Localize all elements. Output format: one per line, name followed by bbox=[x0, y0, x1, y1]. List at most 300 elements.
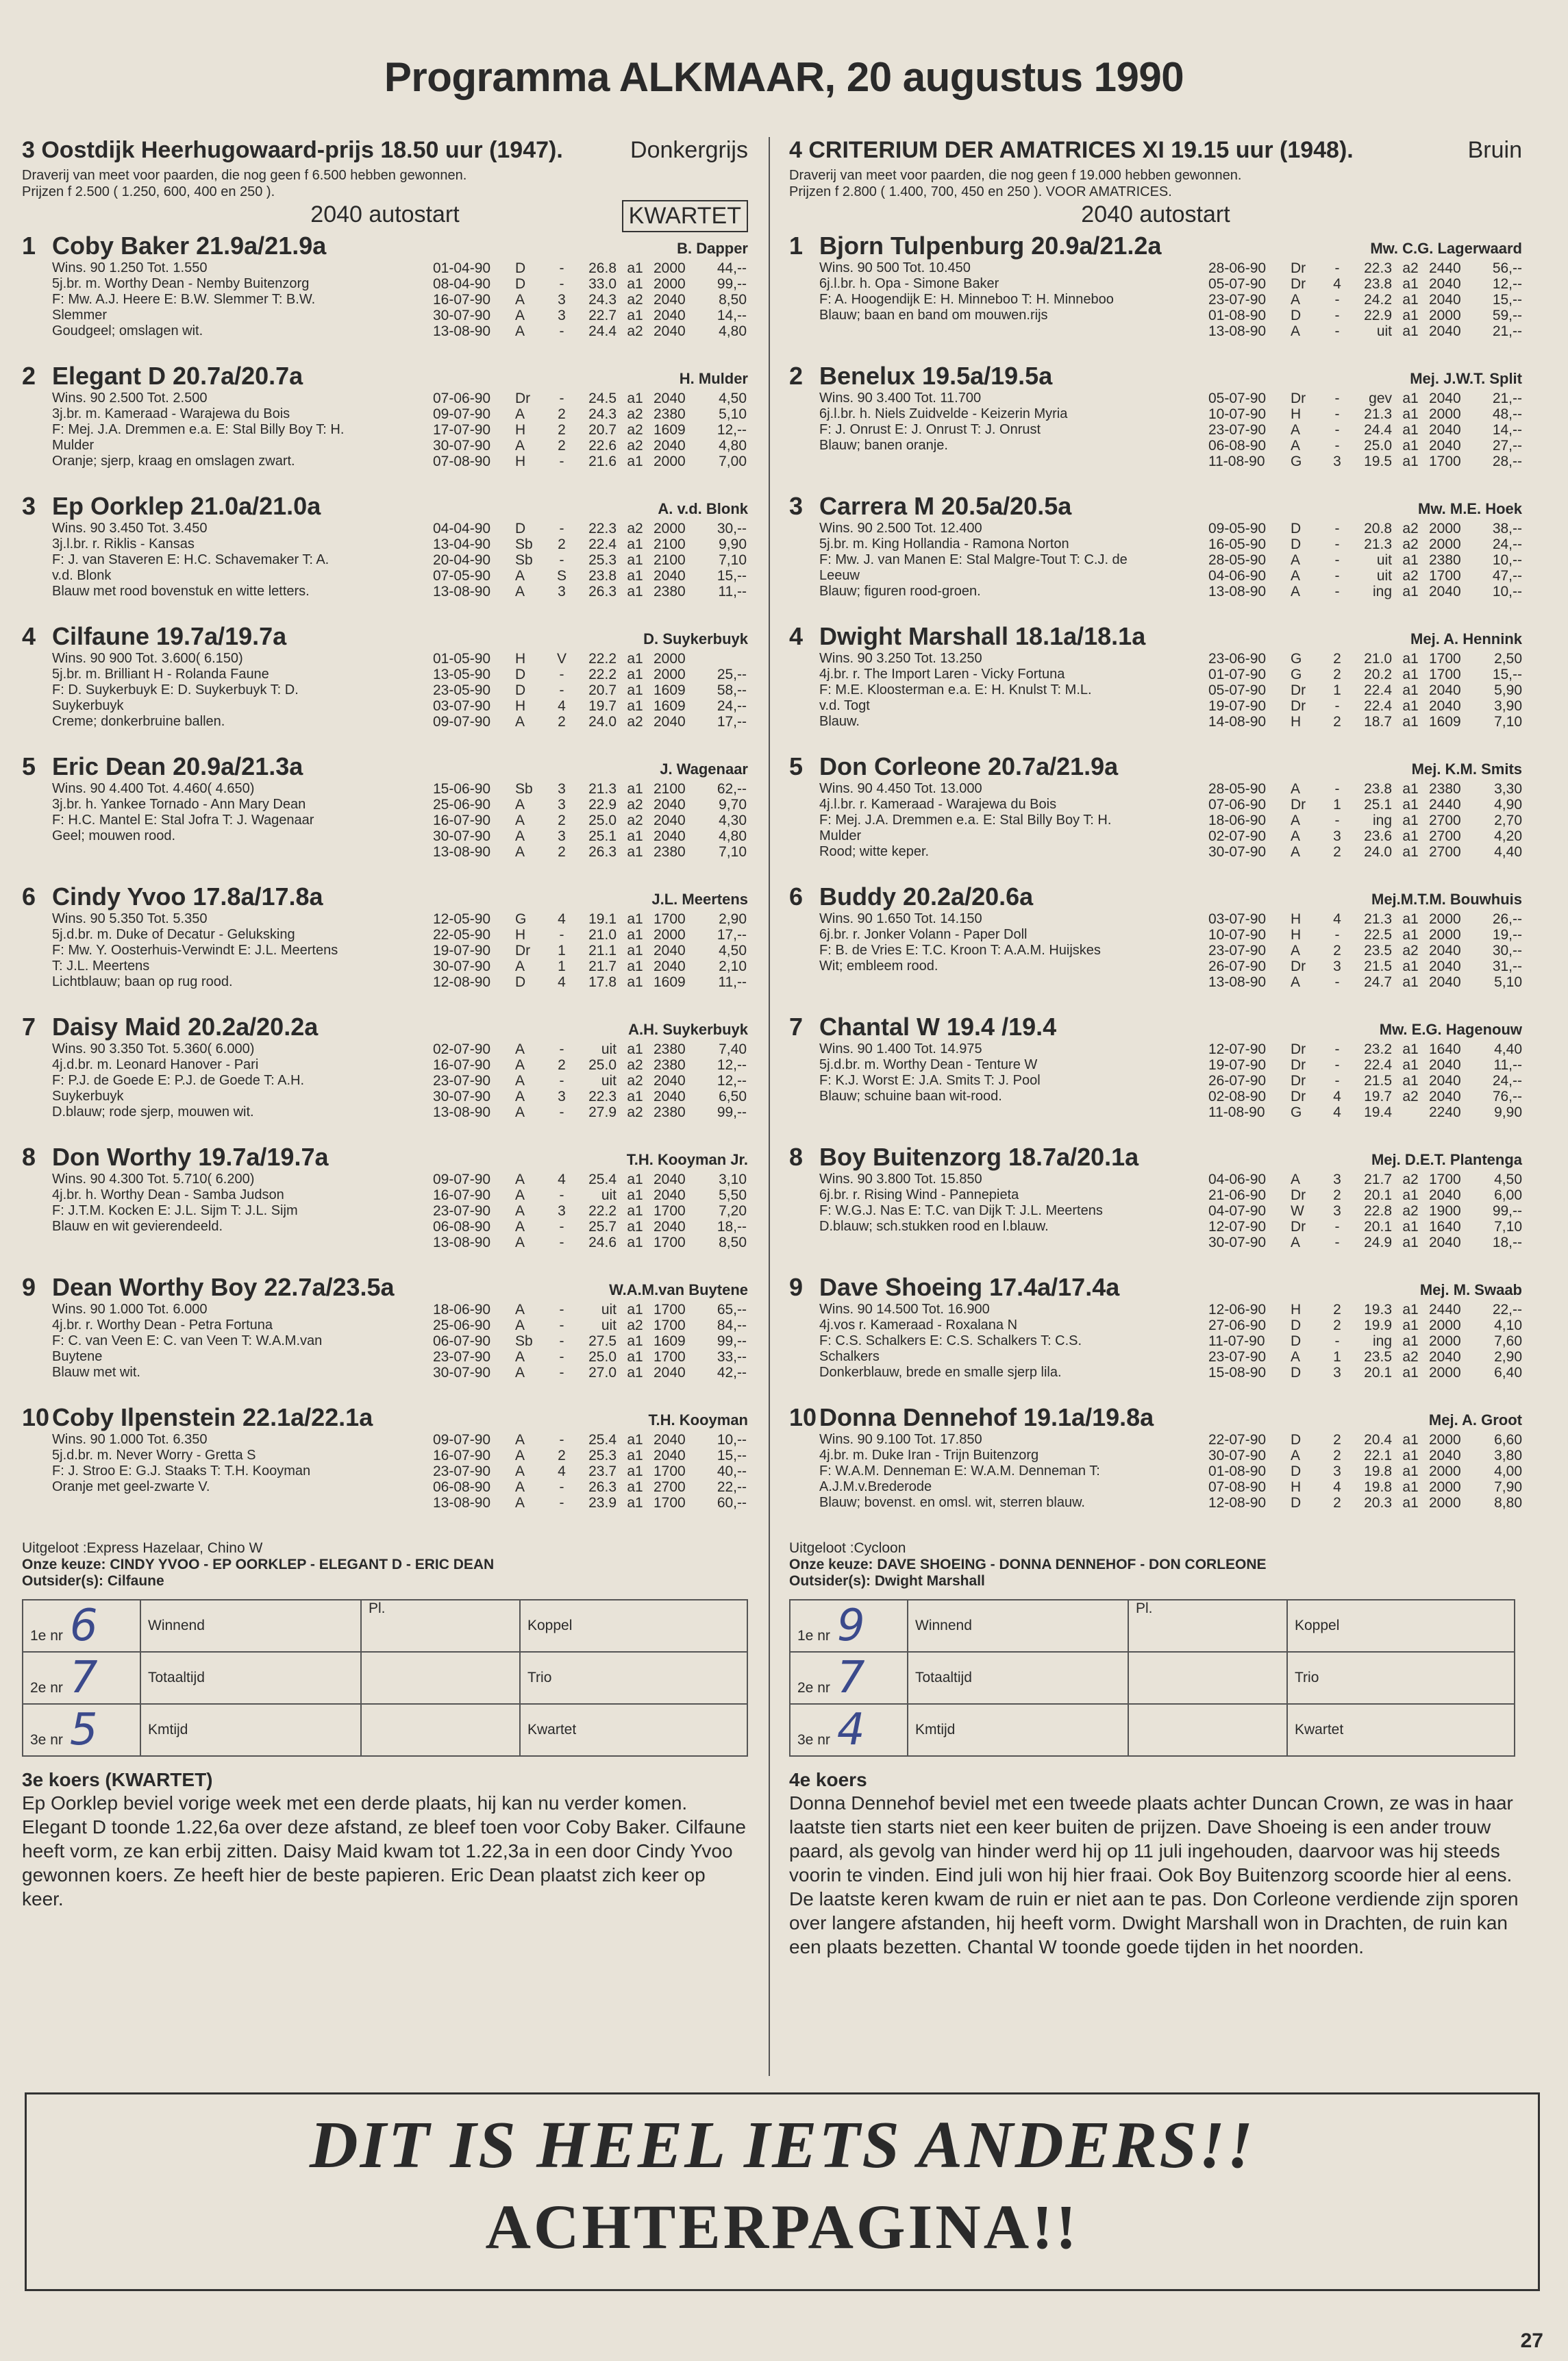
run-odds: 4,00 bbox=[1494, 1463, 1522, 1479]
run-row bbox=[433, 1432, 748, 1448]
run-time: gev bbox=[1369, 391, 1392, 406]
run-time: uit bbox=[601, 1302, 617, 1318]
result-place: Pl. bbox=[361, 1600, 520, 1652]
result-position bbox=[790, 1704, 908, 1756]
run-distance: 2000 bbox=[1429, 1318, 1461, 1333]
run-odds: 84,-- bbox=[717, 1318, 747, 1333]
run-row bbox=[433, 454, 748, 469]
run-time: 19.1 bbox=[588, 911, 617, 927]
run-row bbox=[433, 1495, 748, 1511]
run-distance: 1700 bbox=[654, 1349, 686, 1365]
run-time: 24.6 bbox=[588, 1235, 617, 1250]
run-date: 19-07-90 bbox=[1208, 698, 1267, 714]
run-odds: 6,50 bbox=[719, 1089, 747, 1104]
run-start: a2 bbox=[627, 422, 643, 438]
run-odds: 15,-- bbox=[717, 568, 747, 584]
horse-name-text: Cilfaune 19.7a/19.7a bbox=[52, 622, 287, 650]
run-row bbox=[433, 698, 748, 714]
horse-name bbox=[789, 752, 1118, 781]
horse-info-line: 5j.br. m. King Hollandia - Ramona Norton bbox=[819, 536, 1069, 552]
outsiders: Outsider(s): Cilfaune bbox=[22, 1573, 164, 1589]
run-place: - bbox=[559, 1318, 564, 1333]
run-place: 2 bbox=[558, 438, 566, 454]
horse-driver: Mw. E.G. Hagenouw bbox=[1379, 1021, 1522, 1038]
horse-number: 9 bbox=[22, 1273, 36, 1301]
horse-info-line: Blauw. bbox=[819, 714, 860, 729]
run-time: 21.5 bbox=[1364, 1073, 1392, 1089]
run-date: 04-06-90 bbox=[1208, 1172, 1267, 1187]
run-start: a2 bbox=[627, 1318, 643, 1333]
run-distance: 1640 bbox=[1429, 1041, 1461, 1057]
run-track: Dr bbox=[1291, 1219, 1306, 1235]
run-distance: 1700 bbox=[654, 1203, 686, 1219]
run-distance: 1700 bbox=[654, 1495, 686, 1511]
run-time: 24.7 bbox=[1364, 974, 1392, 990]
run-start: a1 bbox=[627, 844, 643, 860]
run-date: 07-08-90 bbox=[1208, 1479, 1267, 1495]
recent-runs bbox=[1208, 260, 1523, 339]
run-track: H bbox=[515, 422, 526, 438]
run-place: 4 bbox=[558, 698, 566, 714]
run-start: a1 bbox=[627, 454, 643, 469]
run-row bbox=[1208, 1187, 1523, 1203]
result-bet: Trio bbox=[1287, 1652, 1515, 1704]
horse-info-line: Blauw; baan en band om mouwen.rijs bbox=[819, 308, 1048, 323]
horse-info-line: F: J. van Staveren E: H.C. Schavemaker T: A. bbox=[52, 552, 329, 567]
run-track: Dr bbox=[1291, 391, 1306, 406]
run-start: a1 bbox=[627, 276, 643, 292]
run-distance: 2380 bbox=[654, 406, 686, 422]
run-place: - bbox=[1334, 422, 1340, 438]
run-row bbox=[1208, 1172, 1523, 1187]
run-start: a1 bbox=[1402, 959, 1419, 974]
horse-name bbox=[22, 232, 326, 260]
horse-info-line: Geel; mouwen rood. bbox=[52, 828, 176, 843]
run-time: 25.1 bbox=[1364, 797, 1392, 813]
horse-info-line: Wins. 90 1.400 Tot. 14.975 bbox=[819, 1041, 982, 1056]
run-date: 16-07-90 bbox=[433, 1448, 491, 1463]
run-time: 25.0 bbox=[588, 1349, 617, 1365]
run-time: 22.4 bbox=[588, 536, 617, 552]
preview-text: Donna Dennehof beviel met een tweede plaats achter Duncan Crown, ze was in haar laatste tien starts niet een keer buiten de prijzen. Dave Shoeing is een ander trouw paard, als gevolg van hinder werd hij op 11 juli ingehouden, daarvoor was hij steeds voorin te vinden. Eind juli won hij hier fraai. Ook Boy Buitenzorg scoorde hier al eens. De laatste keren kwam de ruin er niet aan te pas. Don Corleone verdiende zijn sporen over langere afstanden, hij heeft vorm. Dwight Marshall won in Drachten, de ruin kan een plaats bezetten. Chantal W toonde goede tijden in het noorden. bbox=[789, 1792, 1519, 1957]
horse-number: 4 bbox=[22, 622, 36, 650]
run-odds: 4,50 bbox=[1494, 1172, 1522, 1187]
horse-entry bbox=[789, 622, 1522, 752]
horse-info-line: Donkerblauw, brede en smalle sjerp lila. bbox=[819, 1365, 1062, 1380]
horse-info-line: Wins. 90 3.400 Tot. 11.700 bbox=[819, 391, 982, 406]
run-track: Dr bbox=[1291, 698, 1306, 714]
distance-line bbox=[22, 200, 748, 232]
run-date: 12-08-90 bbox=[1208, 1495, 1267, 1511]
run-start: a1 bbox=[627, 1219, 643, 1235]
run-odds: 5,50 bbox=[719, 1187, 747, 1203]
run-row bbox=[1208, 828, 1523, 844]
run-odds: 99,-- bbox=[1492, 1203, 1522, 1219]
run-odds: 2,50 bbox=[1494, 651, 1522, 667]
run-start: a2 bbox=[1402, 521, 1419, 536]
run-distance: 2040 bbox=[1429, 682, 1461, 698]
run-distance: 2040 bbox=[1429, 1349, 1461, 1365]
horse-number: 7 bbox=[22, 1013, 36, 1041]
run-place: - bbox=[1334, 391, 1340, 406]
result-position bbox=[790, 1600, 908, 1652]
run-track: A bbox=[515, 714, 525, 730]
horse-number: 5 bbox=[789, 752, 804, 780]
run-date: 23-05-90 bbox=[433, 682, 491, 698]
run-row bbox=[1208, 1365, 1523, 1381]
run-distance: 2000 bbox=[1429, 1432, 1461, 1448]
horse-name bbox=[789, 1273, 1119, 1302]
run-track: A bbox=[1291, 323, 1301, 339]
run-start: a1 bbox=[1402, 1318, 1419, 1333]
horse-name bbox=[789, 1013, 1056, 1041]
run-date: 05-07-90 bbox=[1208, 682, 1267, 698]
horse-info-line: Rood; witte keper. bbox=[819, 844, 930, 859]
run-odds: 24,-- bbox=[717, 698, 747, 714]
run-date: 13-08-90 bbox=[1208, 323, 1267, 339]
run-odds: 4,50 bbox=[719, 943, 747, 959]
result-field: Kmtijd bbox=[908, 1704, 1128, 1756]
run-odds: 33,-- bbox=[717, 1349, 747, 1365]
run-time: 20.2 bbox=[1364, 667, 1392, 682]
run-place: 2 bbox=[1333, 1432, 1341, 1448]
run-track: A bbox=[515, 828, 525, 844]
run-track: A bbox=[515, 406, 525, 422]
run-odds: 11,-- bbox=[718, 974, 747, 990]
run-row bbox=[433, 651, 748, 667]
run-place: 2 bbox=[558, 406, 566, 422]
run-track: D bbox=[1291, 308, 1302, 323]
run-distance: 2000 bbox=[654, 521, 686, 536]
run-start: a1 bbox=[1402, 714, 1419, 730]
run-time: 27.0 bbox=[588, 1365, 617, 1381]
horse-number: 6 bbox=[789, 882, 804, 911]
run-track: A bbox=[515, 584, 525, 599]
run-date: 30-07-90 bbox=[433, 308, 491, 323]
run-time: 23.5 bbox=[1364, 1349, 1392, 1365]
run-time: 25.0 bbox=[588, 813, 617, 828]
run-track: D bbox=[1291, 1432, 1302, 1448]
run-time: 24.4 bbox=[1364, 422, 1392, 438]
run-date: 02-07-90 bbox=[1208, 828, 1267, 844]
horse-info bbox=[52, 1432, 436, 1495]
run-track: A bbox=[515, 813, 525, 828]
horse-info-line: Leeuw bbox=[819, 568, 860, 583]
run-track: H bbox=[1291, 927, 1302, 943]
run-track: A bbox=[515, 1302, 525, 1318]
run-track: H bbox=[1291, 1302, 1302, 1318]
run-distance: 2040 bbox=[654, 1219, 686, 1235]
run-time: 22.9 bbox=[588, 797, 617, 813]
run-time: 19.9 bbox=[1364, 1318, 1392, 1333]
recent-runs bbox=[433, 1172, 748, 1250]
horse-info-line: Blauw; bovenst. en omsl. wit, sterren blauw. bbox=[819, 1495, 1085, 1510]
run-odds: 6,00 bbox=[1494, 1187, 1522, 1203]
run-time: uit bbox=[1376, 323, 1392, 339]
run-start: a1 bbox=[1402, 927, 1419, 943]
horse-info-line: Goudgeel; omslagen wit. bbox=[52, 323, 203, 338]
recent-runs bbox=[1208, 651, 1523, 730]
run-place: - bbox=[559, 1302, 564, 1318]
horse-name bbox=[789, 1403, 1154, 1432]
run-place: 3 bbox=[558, 584, 566, 599]
run-distance: 2040 bbox=[654, 308, 686, 323]
horse-number: 10 bbox=[22, 1403, 50, 1431]
run-time: 24.2 bbox=[1364, 292, 1392, 308]
run-date: 30-07-90 bbox=[433, 1365, 491, 1381]
run-row bbox=[1208, 260, 1523, 276]
horse-number: 9 bbox=[789, 1273, 804, 1301]
run-track: D bbox=[515, 521, 526, 536]
run-place: - bbox=[559, 1073, 564, 1089]
run-odds: 5,90 bbox=[1494, 682, 1522, 698]
run-date: 20-04-90 bbox=[433, 552, 491, 568]
run-time: 26.3 bbox=[588, 584, 617, 599]
run-row bbox=[1208, 1219, 1523, 1235]
run-place: - bbox=[559, 682, 564, 698]
horse-entry bbox=[22, 362, 748, 492]
run-distance: 2040 bbox=[654, 1187, 686, 1203]
run-row bbox=[433, 927, 748, 943]
run-distance: 1700 bbox=[1429, 651, 1461, 667]
run-place: 2 bbox=[1333, 943, 1341, 959]
run-row bbox=[433, 391, 748, 406]
horse-number: 2 bbox=[789, 362, 804, 390]
run-row bbox=[433, 1448, 748, 1463]
horse-info-line: 3j.br. h. Yankee Tornado - Ann Mary Dean bbox=[52, 797, 306, 812]
run-track: A bbox=[515, 959, 525, 974]
run-track: Sb bbox=[515, 781, 533, 797]
run-date: 12-07-90 bbox=[1208, 1041, 1267, 1057]
run-date: 19-07-90 bbox=[1208, 1057, 1267, 1073]
run-row bbox=[1208, 1041, 1523, 1057]
run-date: 13-04-90 bbox=[433, 536, 491, 552]
run-start: a1 bbox=[627, 828, 643, 844]
horse-info-line: Slemmer bbox=[52, 308, 108, 323]
run-place: 2 bbox=[1333, 651, 1341, 667]
run-start: a1 bbox=[627, 911, 643, 927]
run-place: 3 bbox=[558, 828, 566, 844]
horse-name-text: Don Corleone 20.7a/21.9a bbox=[819, 752, 1119, 780]
run-place: 2 bbox=[1333, 844, 1341, 860]
run-track: Dr bbox=[515, 391, 531, 406]
run-start: a2 bbox=[627, 714, 643, 730]
run-place: - bbox=[1334, 781, 1340, 797]
run-row bbox=[1208, 422, 1523, 438]
horse-number: 6 bbox=[22, 882, 36, 911]
horse-info-line: Wins. 90 1.650 Tot. 14.150 bbox=[819, 911, 982, 926]
run-time: 23.9 bbox=[588, 1495, 617, 1511]
run-time: 22.4 bbox=[1364, 682, 1392, 698]
run-start: a2 bbox=[627, 1073, 643, 1089]
run-time: 23.5 bbox=[1364, 943, 1392, 959]
run-odds: 4,30 bbox=[719, 813, 747, 828]
run-time: uit bbox=[1376, 568, 1392, 584]
run-time: 24.9 bbox=[1364, 1235, 1392, 1250]
handwritten-number: 7 bbox=[69, 1653, 98, 1703]
run-date: 27-06-90 bbox=[1208, 1318, 1267, 1333]
result-table bbox=[789, 1599, 1515, 1757]
run-row bbox=[433, 260, 748, 276]
run-start: a1 bbox=[627, 698, 643, 714]
run-start: a1 bbox=[1402, 552, 1419, 568]
horse-info-line: Wins. 90 3.350 Tot. 5.360( 6.000) bbox=[52, 1041, 255, 1056]
horse-name-text: Cindy Yvoo 17.8a/17.8a bbox=[52, 882, 323, 911]
run-odds: 30,-- bbox=[717, 521, 747, 536]
run-date: 06-08-90 bbox=[1208, 438, 1267, 454]
run-place: - bbox=[559, 260, 564, 276]
run-date: 22-05-90 bbox=[433, 927, 491, 943]
run-date: 28-05-90 bbox=[1208, 781, 1267, 797]
run-odds: 3,30 bbox=[1494, 781, 1522, 797]
run-row bbox=[1208, 714, 1523, 730]
run-time: 26.3 bbox=[588, 844, 617, 860]
horse-entry bbox=[789, 752, 1522, 882]
run-row bbox=[433, 1365, 748, 1381]
result-table bbox=[22, 1599, 748, 1757]
run-track: A bbox=[1291, 943, 1301, 959]
horse-driver: Mej. J.W.T. Split bbox=[1410, 370, 1522, 387]
run-odds: 11,-- bbox=[718, 584, 747, 599]
run-distance: 2040 bbox=[654, 292, 686, 308]
run-date: 13-08-90 bbox=[1208, 584, 1267, 599]
run-odds: 7,00 bbox=[719, 454, 747, 469]
run-odds: 2,70 bbox=[1494, 813, 1522, 828]
horse-info-line: Creme; donkerbruine ballen. bbox=[52, 714, 225, 729]
horse-info-line: Wins. 90 3.800 Tot. 15.850 bbox=[819, 1172, 982, 1187]
run-distance: 2040 bbox=[654, 1073, 686, 1089]
run-odds: 18,-- bbox=[717, 1219, 747, 1235]
run-distance: 2040 bbox=[654, 943, 686, 959]
run-start: a2 bbox=[1402, 1172, 1419, 1187]
recent-runs bbox=[433, 260, 748, 339]
run-distance: 2000 bbox=[654, 260, 686, 276]
run-distance: 2000 bbox=[654, 454, 686, 469]
race-notes bbox=[22, 1540, 748, 1590]
page-number: 27 bbox=[1520, 2329, 1543, 2352]
run-track: W bbox=[1291, 1203, 1304, 1219]
horse-info-line: Wins. 90 4.400 Tot. 4.460( 4.650) bbox=[52, 781, 255, 796]
recent-runs bbox=[433, 521, 748, 599]
run-start: a1 bbox=[1402, 844, 1419, 860]
run-odds: 7,10 bbox=[719, 844, 747, 860]
position-label: 2e nr bbox=[30, 1680, 63, 1696]
run-date: 23-06-90 bbox=[1208, 651, 1267, 667]
run-date: 18-06-90 bbox=[1208, 813, 1267, 828]
run-row bbox=[433, 552, 748, 568]
run-place: - bbox=[559, 521, 564, 536]
run-distance: 2040 bbox=[1429, 974, 1461, 990]
run-track: D bbox=[1291, 1495, 1302, 1511]
run-row bbox=[1208, 1302, 1523, 1318]
run-track: A bbox=[1291, 828, 1301, 844]
horse-info-line: 4j.l.br. r. Kameraad - Warajewa du Bois bbox=[819, 797, 1057, 812]
horse-name-text: Bjorn Tulpenburg 20.9a/21.2a bbox=[819, 232, 1162, 260]
horse-info-line: 5j.br. m. Brilliant H - Rolanda Faune bbox=[52, 667, 269, 682]
run-distance: 2000 bbox=[1429, 1463, 1461, 1479]
run-odds: 99,-- bbox=[717, 1104, 747, 1120]
run-time: 24.5 bbox=[588, 391, 617, 406]
run-date: 03-07-90 bbox=[433, 698, 491, 714]
run-distance: 2240 bbox=[1429, 1104, 1461, 1120]
run-time: uit bbox=[601, 1041, 617, 1057]
run-row bbox=[433, 1057, 748, 1073]
run-date: 26-07-90 bbox=[1208, 959, 1267, 974]
horse-info-line: F: M.E. Kloosterman e.a. E: H. Knulst T: M.L. bbox=[819, 682, 1092, 697]
horse-name-text: Buddy 20.2a/20.6a bbox=[819, 882, 1034, 911]
run-time: 19.8 bbox=[1364, 1463, 1392, 1479]
horse-info-line: 5j.d.br. m. Never Worry - Gretta S bbox=[52, 1448, 256, 1463]
run-date: 12-07-90 bbox=[1208, 1219, 1267, 1235]
run-place: - bbox=[1334, 536, 1340, 552]
run-odds: 4,20 bbox=[1494, 828, 1522, 844]
run-start: a1 bbox=[627, 1172, 643, 1187]
run-date: 25-06-90 bbox=[433, 1318, 491, 1333]
run-odds: 17,-- bbox=[717, 714, 747, 730]
run-date: 12-08-90 bbox=[433, 974, 491, 990]
run-start: a1 bbox=[627, 1302, 643, 1318]
horse-name-text: Ep Oorklep 21.0a/21.0a bbox=[52, 492, 321, 520]
run-odds: 10,-- bbox=[717, 1432, 747, 1448]
run-row bbox=[1208, 797, 1523, 813]
run-time: 20.1 bbox=[1364, 1187, 1392, 1203]
horse-info-line: Wins. 90 4.450 Tot. 13.000 bbox=[819, 781, 982, 796]
run-place: 2 bbox=[558, 422, 566, 438]
run-odds: 31,-- bbox=[1492, 959, 1522, 974]
run-start: a1 bbox=[627, 1187, 643, 1203]
horse-info-line: 3j.br. m. Kameraad - Warajewa du Bois bbox=[52, 406, 290, 421]
run-distance: 2040 bbox=[654, 813, 686, 828]
run-odds: 44,-- bbox=[717, 260, 747, 276]
run-start: a1 bbox=[1402, 1219, 1419, 1235]
position-label: 1e nr bbox=[30, 1628, 63, 1644]
run-time: 27.5 bbox=[588, 1333, 617, 1349]
run-place: - bbox=[559, 1187, 564, 1203]
run-place: 2 bbox=[558, 536, 566, 552]
run-date: 13-08-90 bbox=[433, 844, 491, 860]
run-odds: 4,80 bbox=[719, 438, 747, 454]
run-distance: 1640 bbox=[1429, 1219, 1461, 1235]
run-track: A bbox=[515, 1219, 525, 1235]
run-start: a2 bbox=[627, 521, 643, 536]
run-start: a1 bbox=[627, 1463, 643, 1479]
run-time: 22.4 bbox=[1364, 698, 1392, 714]
run-row bbox=[433, 521, 748, 536]
run-odds bbox=[699, 651, 747, 667]
run-date: 06-08-90 bbox=[433, 1479, 491, 1495]
run-date: 23-07-90 bbox=[433, 1203, 491, 1219]
run-track: A bbox=[1291, 974, 1301, 990]
recent-runs bbox=[433, 1041, 748, 1120]
outsiders: Outsider(s): Dwight Marshall bbox=[789, 1573, 985, 1589]
run-track: H bbox=[1291, 1479, 1302, 1495]
run-place: - bbox=[1334, 1219, 1340, 1235]
run-start: a1 bbox=[627, 781, 643, 797]
run-start: a1 bbox=[627, 391, 643, 406]
horse-name-text: Chantal W 19.4 /19.4 bbox=[819, 1013, 1057, 1041]
run-date: 28-05-90 bbox=[1208, 552, 1267, 568]
run-place: 3 bbox=[558, 308, 566, 323]
run-track: A bbox=[515, 308, 525, 323]
run-place: - bbox=[559, 1041, 564, 1057]
run-track: Dr bbox=[1291, 959, 1306, 974]
position-label: 3e nr bbox=[797, 1732, 830, 1748]
horse-number: 8 bbox=[22, 1143, 36, 1171]
recent-runs bbox=[1208, 1432, 1523, 1511]
run-track: A bbox=[515, 1448, 525, 1463]
horse-entry bbox=[789, 1013, 1522, 1143]
run-odds: 17,-- bbox=[717, 927, 747, 943]
